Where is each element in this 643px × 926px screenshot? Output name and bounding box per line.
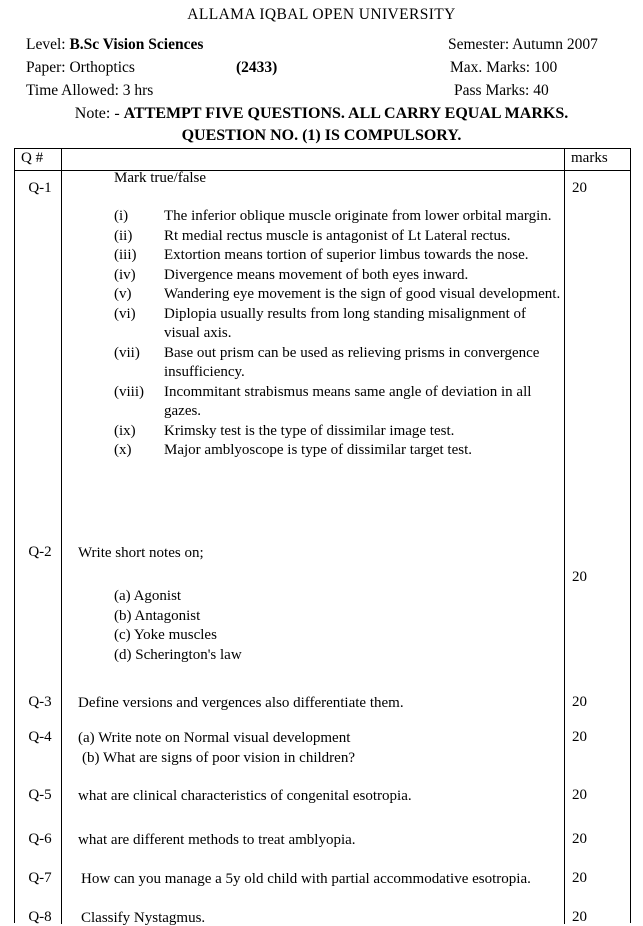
marks-value: 20 (572, 694, 587, 710)
header-right-block (448, 33, 643, 102)
list-item (114, 227, 564, 247)
marks-value: 20 (572, 569, 587, 585)
table-row: Q-7 (28, 870, 52, 886)
list-item (114, 344, 564, 383)
level-value: B.Sc Vision Sciences (69, 36, 204, 53)
paper-value: Orthoptics (69, 59, 135, 76)
item-number: (i) (114, 208, 129, 224)
pass-marks-line: Pass Marks: 40 (454, 82, 549, 99)
marks-value: 20 (572, 180, 587, 196)
q1-intro: Mark true/false (114, 170, 207, 186)
q4-parts-list (78, 729, 548, 768)
paper-code: (2433) (236, 59, 278, 76)
q8-text: Classify Nystagmus. (81, 910, 206, 926)
item-text: Major amblyoscope is type of dissimilar target test. (164, 442, 472, 458)
item-text: Divergence means movement of both eyes inward. (164, 266, 469, 283)
item-number: (vii) (114, 344, 140, 361)
list-item: (a) Agonist (114, 588, 182, 604)
header-left-block (26, 33, 426, 102)
column-divider-marks (564, 149, 565, 924)
item-number: (x) (114, 442, 132, 458)
table-row: Q-5 (28, 787, 52, 803)
note-text-1: ATTEMPT FIVE QUESTIONS. ALL CARRY EQUAL MARKS. (123, 105, 569, 122)
q5-text: what are clinical characteristics of congenital esotropia. (78, 788, 412, 804)
questions-table (14, 148, 631, 926)
column-header-marks: marks (571, 150, 608, 166)
item-text: Rt medial rectus muscle is antagonist of Lt Lateral rectus. (164, 227, 511, 244)
list-item (114, 207, 564, 227)
list-item: (a) Write note on Normal visual development (78, 730, 351, 746)
max-marks-line: Max. Marks: 100 (450, 59, 558, 76)
item-number: (iii) (114, 247, 137, 263)
table-row: Q-3 (28, 694, 52, 710)
list-item (114, 383, 564, 422)
list-item (114, 422, 564, 442)
table-row: Q-4 (28, 729, 52, 745)
item-text: Krimsky test is the type of dissimilar image test. (164, 422, 455, 439)
column-divider-qnum (61, 149, 62, 924)
item-text: The inferior oblique muscle originate from lower orbital margin. (164, 208, 552, 224)
item-text: Incommitant strabismus means same angle of deviation in all gazes. (164, 383, 532, 419)
marks-value: 20 (572, 870, 587, 886)
item-number: (ix) (114, 422, 136, 439)
item-text: Extortion means tortion of superior limbus towards the nose. (164, 247, 529, 263)
list-item (114, 246, 564, 266)
list-item: (c) Yoke muscles (114, 627, 217, 643)
list-item: (b) Antagonist (114, 607, 201, 624)
item-number: (ii) (114, 227, 133, 244)
column-header-qnum: Q # (21, 150, 44, 166)
q7-text: How can you manage a 5y old child with partial accommodative esotropia. (81, 871, 531, 887)
item-number: (vi) (114, 305, 136, 322)
page-title: ALLAMA IQBAL OPEN UNIVERSITY (187, 6, 456, 23)
table-row: Q-8 (28, 909, 52, 925)
list-item (114, 305, 564, 344)
time-label: Time Allowed: (26, 82, 119, 99)
item-text: Wandering eye movement is the sign of good visual development. (164, 286, 561, 302)
time-value: 3 hrs (122, 82, 154, 99)
level-label: Level: (26, 36, 66, 53)
note-line-1 (0, 105, 643, 123)
marks-value: 20 (572, 909, 587, 925)
note-line-2: QUESTION NO. (1) IS COMPULSORY. (181, 127, 462, 144)
note-label: Note: - (74, 105, 124, 122)
item-number: (v) (114, 286, 132, 302)
table-row: Q-1 (28, 180, 52, 196)
item-number: (iv) (114, 266, 136, 283)
marks-value: 20 (572, 729, 587, 745)
q2-intro: Write short notes on; (78, 545, 204, 561)
list-item: (d) Scherington's law (114, 646, 242, 663)
q2-subitems-list (114, 587, 242, 665)
paper-row (26, 56, 426, 79)
q3-text: Define versions and vergences also differentiate them. (78, 695, 404, 711)
header-row-divider (15, 170, 630, 171)
item-text: Base out prism can be used as relieving prisms in convergence insufficiency. (164, 344, 540, 380)
semester-line: Semester: Autumn 2007 (448, 36, 598, 53)
level-row (26, 33, 426, 56)
q1-items-list (114, 207, 564, 461)
marks-value: 20 (572, 831, 587, 847)
marks-value: 20 (572, 787, 587, 803)
list-item (114, 266, 564, 286)
list-item: (b) What are signs of poor vision in children? (82, 749, 355, 766)
table-row: Q-2 (28, 544, 52, 560)
paper-label: Paper: (26, 59, 66, 76)
item-text: Diplopia usually results from long standing misalignment of visual axis. (164, 305, 527, 341)
list-item (114, 285, 564, 305)
time-row (26, 79, 426, 102)
list-item (114, 441, 564, 461)
q6-text: what are different methods to treat amblyopia. (78, 832, 356, 848)
table-row: Q-6 (28, 831, 52, 847)
item-number: (viii) (114, 383, 144, 400)
